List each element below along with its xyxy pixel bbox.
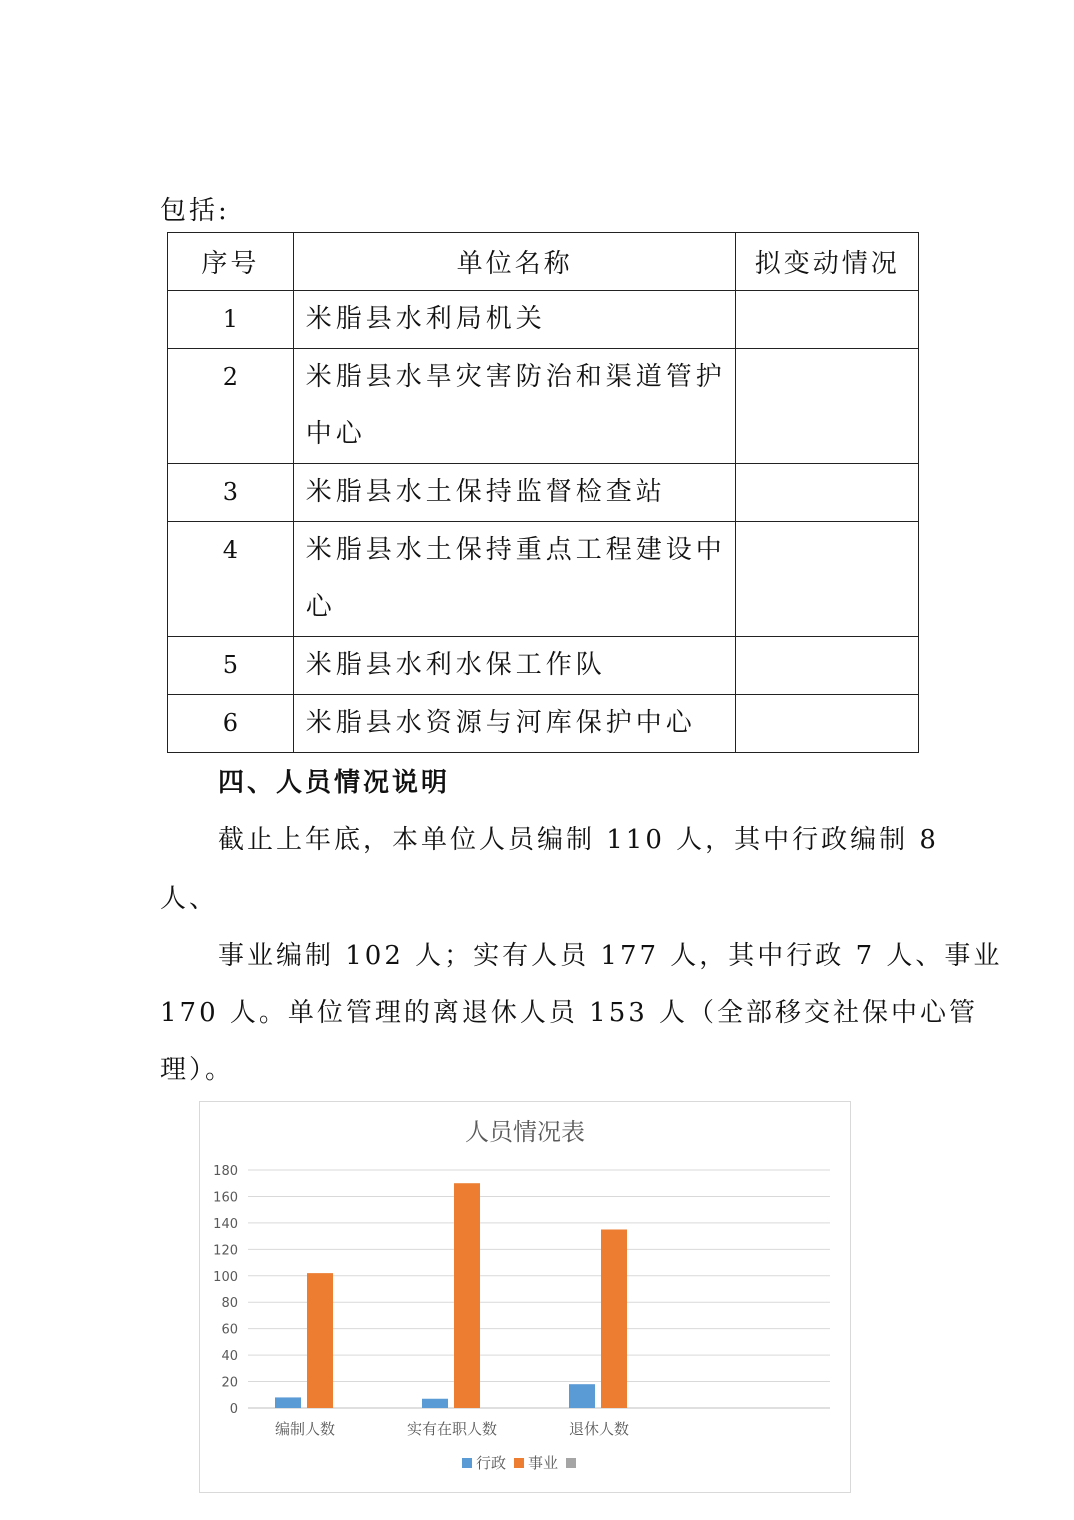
x-tick-label: 退休人数 xyxy=(568,1420,630,1438)
row-name xyxy=(293,695,736,753)
y-tick-label: 180 xyxy=(213,1164,238,1179)
bar-行政 xyxy=(569,1384,595,1408)
personnel-chart xyxy=(199,1101,851,1493)
y-tick-label: 20 xyxy=(221,1375,238,1391)
legend-swatch xyxy=(514,1458,524,1468)
row-change xyxy=(736,522,919,637)
legend-label: 行政 xyxy=(476,1454,507,1472)
table-row xyxy=(168,522,919,637)
row-change xyxy=(736,464,919,522)
row-no: 6 xyxy=(168,695,294,753)
row-name-line: 米脂县水土保持监督检查站 xyxy=(305,477,666,507)
row-change xyxy=(736,695,919,753)
y-tick-label: 40 xyxy=(221,1349,238,1365)
y-tick-label: 120 xyxy=(213,1243,238,1259)
paragraph-line: 事业编制 102 人；实有人员 177 人，其中行政 7 人、事业 xyxy=(218,941,1003,971)
row-name xyxy=(293,291,736,349)
row-name-line: 中心 xyxy=(305,419,366,449)
row-name xyxy=(293,349,736,464)
bar-行政 xyxy=(422,1399,448,1408)
y-tick-label: 160 xyxy=(213,1190,238,1206)
paragraph-line: 170 人。单位管理的离退休人员 153 人（全部移交社保中心管 xyxy=(160,998,979,1028)
intro-text: 包括: xyxy=(160,196,230,226)
table-header-row xyxy=(168,233,919,291)
chart-title: 人员情况表 xyxy=(465,1118,585,1146)
row-name-line: 米脂县水旱灾害防治和渠道管护 xyxy=(305,362,726,392)
row-name-line: 米脂县水利局机关 xyxy=(305,304,546,334)
chart-canvas xyxy=(200,1102,850,1492)
paragraph-line: 截止上年底，本单位人员编制 110 人，其中行政编制 8 xyxy=(218,825,939,855)
header-no: 序号 xyxy=(168,233,294,291)
bar-行政 xyxy=(275,1397,301,1408)
x-tick-label: 实有在职人数 xyxy=(406,1420,498,1438)
table-row xyxy=(168,464,919,522)
y-tick-label: 60 xyxy=(221,1322,238,1338)
bar-事业 xyxy=(454,1183,480,1408)
row-name xyxy=(293,637,736,695)
paragraph-line: 理）。 xyxy=(160,1055,235,1085)
bar-事业 xyxy=(307,1273,333,1408)
y-tick-label: 100 xyxy=(213,1269,238,1285)
table-row xyxy=(168,637,919,695)
y-tick-label: 0 xyxy=(229,1402,238,1417)
paragraph-line: 人、 xyxy=(160,884,219,914)
table-row xyxy=(168,695,919,753)
row-change xyxy=(736,637,919,695)
row-no: 3 xyxy=(168,464,294,522)
header-change: 拟变动情况 xyxy=(736,233,919,291)
row-name-line: 米脂县水土保持重点工程建设中 xyxy=(305,535,726,565)
table-row xyxy=(168,349,919,464)
section-heading: 四、人员情况说明 xyxy=(218,768,451,798)
bar-事业 xyxy=(601,1230,627,1409)
row-no: 4 xyxy=(168,522,294,637)
row-change xyxy=(736,349,919,464)
legend-swatch xyxy=(566,1458,576,1468)
row-name-line: 心 xyxy=(305,592,336,622)
row-name-line: 米脂县水利水保工作队 xyxy=(305,650,606,680)
row-name xyxy=(293,522,736,637)
legend-label: 事业 xyxy=(528,1454,559,1472)
row-change xyxy=(736,291,919,349)
row-name xyxy=(293,464,736,522)
row-name-line: 米脂县水资源与河库保护中心 xyxy=(305,708,696,738)
y-tick-label: 80 xyxy=(221,1296,238,1312)
legend-swatch xyxy=(462,1458,472,1468)
row-no: 1 xyxy=(168,291,294,349)
table-row xyxy=(168,291,919,349)
unit-table xyxy=(167,232,919,753)
header-name: 单位名称 xyxy=(293,233,736,291)
y-tick-label: 140 xyxy=(213,1216,238,1232)
x-tick-label: 编制人数 xyxy=(274,1420,336,1438)
row-no: 5 xyxy=(168,637,294,695)
row-no: 2 xyxy=(168,349,294,464)
